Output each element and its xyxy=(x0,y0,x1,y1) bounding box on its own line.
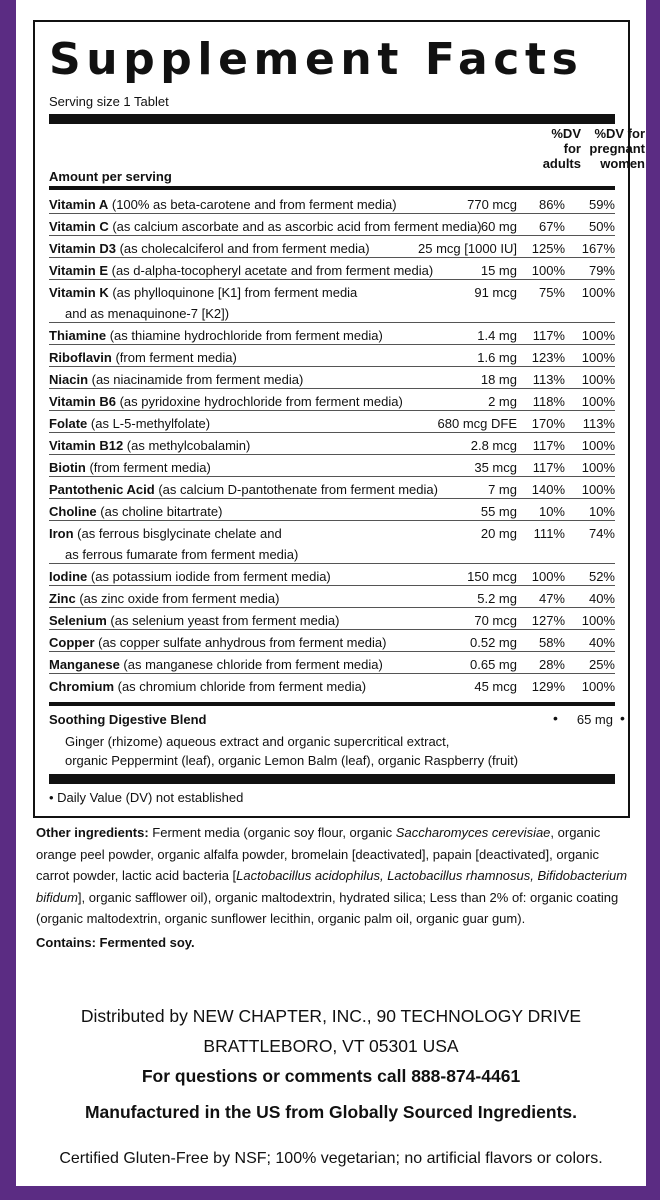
nutrient-row xyxy=(49,586,615,608)
nutrient-dv-adults: 117% xyxy=(532,328,565,343)
other-ingredients xyxy=(36,822,632,930)
other-ingredients-label: Other ingredients: xyxy=(36,825,149,840)
nutrient-amount: 0.52 mg xyxy=(470,635,517,650)
nutrient-dv-pregnant: 167% xyxy=(581,241,615,256)
nutrient-source: (as d-alpha-tocopheryl acetate and from ferment media) xyxy=(108,263,434,278)
nutrient-source: (as choline bitartrate) xyxy=(96,504,223,519)
nutrient-source: (as copper sulfate anhydrous from ferment media) xyxy=(94,635,387,650)
nutrient-source: (as selenium yeast from ferment media) xyxy=(106,613,340,628)
nutrient-source: (as L-5-methylfolate) xyxy=(87,416,211,431)
nutrient-dv-adults: 170% xyxy=(531,416,565,431)
nutrient-dv-adults: 113% xyxy=(532,372,565,387)
nutrient-amount: 15 mg xyxy=(480,263,517,278)
label-panel xyxy=(16,0,646,1186)
nutrient-dv-adults: 100% xyxy=(531,569,565,584)
nutrient-dv-pregnant: 100% xyxy=(581,438,615,453)
other-ingredients-text-a: Ferment media (organic soy flour, organic xyxy=(148,825,396,840)
blend-divider xyxy=(49,702,615,706)
nutrient-dv-adults: 47% xyxy=(538,591,565,606)
nutrient-dv-adults: 86% xyxy=(538,197,565,212)
nutrient-dv-pregnant: 100% xyxy=(581,285,615,300)
nutrient-dv-adults: 67% xyxy=(538,219,565,234)
nutrient-name-cell xyxy=(49,457,211,478)
nutrient-dv-pregnant: 100% xyxy=(581,372,615,387)
nutrient-name-cell xyxy=(49,413,210,434)
nutrient-name: Vitamin B6 xyxy=(49,394,116,409)
nutrient-amount: 150 mcg xyxy=(467,569,517,584)
nutrient-source: (from ferment media) xyxy=(111,350,237,365)
nutrient-source-continued: and as menaquinone-7 [K2]) xyxy=(65,306,230,321)
nutrient-name-cell xyxy=(49,216,482,237)
nutrient-name: Vitamin C xyxy=(49,219,109,234)
other-ingredients-text-e: ], organic safflower oil), organic maltodextrin, hydrated silica; Less than 2% of: organic coating (organic maltodextrin, organic sunflower lecithin, organic palm oil, organic guar gum). xyxy=(36,889,619,926)
nutrient-source: (100% as beta-carotene and from ferment media) xyxy=(108,197,397,212)
nutrient-name: Copper xyxy=(49,635,95,650)
nutrient-source: (as chromium chloride from ferment media) xyxy=(114,679,367,694)
nutrient-name-cell xyxy=(49,282,357,324)
nutrient-source: (as thiamine hydrochloride from ferment media) xyxy=(106,328,383,343)
nutrient-source: (as pyridoxine hydrochloride from ferment media) xyxy=(115,394,403,409)
nutrient-dv-pregnant: 10% xyxy=(588,504,615,519)
nutrient-row xyxy=(49,433,615,455)
thick-divider-bottom xyxy=(49,774,615,784)
nutrient-row xyxy=(49,258,615,280)
nutrient-name-cell xyxy=(49,632,386,653)
nutrient-amount: 60 mg xyxy=(480,219,517,234)
nutrient-dv-adults: 117% xyxy=(532,460,565,475)
nutrient-amount: 680 mcg DFE xyxy=(437,416,517,431)
nutrient-dv-pregnant: 52% xyxy=(588,569,615,584)
nutrient-row xyxy=(49,192,615,214)
nutrient-row xyxy=(49,280,615,323)
nutrient-dv-pregnant: 100% xyxy=(581,613,615,628)
nutrient-name-cell xyxy=(49,654,383,675)
nutrient-name-cell xyxy=(49,566,331,587)
nutrient-amount: 55 mg xyxy=(480,504,517,519)
nutrient-dv-adults: 28% xyxy=(538,657,565,672)
nutrient-dv-adults: 123% xyxy=(531,350,565,365)
nutrient-name: Riboflavin xyxy=(49,350,112,365)
nutrient-name-cell xyxy=(49,588,279,609)
nutrient-dv-pregnant: 50% xyxy=(588,219,615,234)
nutrient-source-continued: as ferrous fumarate from ferment media) xyxy=(65,547,299,562)
nutrient-amount: 45 mcg xyxy=(474,679,517,694)
nutrient-dv-pregnant: 79% xyxy=(588,263,615,278)
blend-amount: 65 mg xyxy=(576,712,613,727)
nutrient-name-cell xyxy=(49,325,383,346)
nutrient-row xyxy=(49,367,615,389)
nutrient-row xyxy=(49,499,615,521)
nutrient-name-cell xyxy=(49,347,237,368)
nutrient-amount: 7 mg xyxy=(488,482,517,497)
dv-footnote: • Daily Value (DV) not established xyxy=(49,790,244,805)
nutrient-dv-adults: 125% xyxy=(531,241,565,256)
nutrient-name: Vitamin E xyxy=(49,263,109,278)
blend-dv-pregnant: • xyxy=(620,710,625,726)
allergen-statement: Contains: Fermented soy. xyxy=(36,935,195,950)
nutrient-name-cell xyxy=(49,501,222,522)
nutrient-dv-pregnant: 100% xyxy=(581,328,615,343)
nutrient-name: Biotin xyxy=(49,460,86,475)
nutrient-dv-pregnant: 113% xyxy=(582,416,615,431)
nutrient-name: Vitamin K xyxy=(49,285,109,300)
nutrient-amount: 1.4 mg xyxy=(477,328,517,343)
nutrient-dv-pregnant: 59% xyxy=(588,197,615,212)
nutrient-name-cell xyxy=(49,479,438,500)
nutrient-amount: 25 mcg [1000 IU] xyxy=(418,241,517,256)
nutrient-name: Iron xyxy=(49,526,74,541)
nutrient-source: (as calcium ascorbate and as ascorbic acid from ferment media) xyxy=(108,219,482,234)
nutrient-source: (as methylcobalamin) xyxy=(123,438,251,453)
nutrient-name: Folate xyxy=(49,416,88,431)
nutrient-source: (as manganese chloride from ferment media) xyxy=(119,657,383,672)
nutrient-name: Zinc xyxy=(49,591,76,606)
nutrient-dv-adults: 58% xyxy=(538,635,565,650)
nutrient-amount: 5.2 mg xyxy=(477,591,517,606)
nutrient-amount: 770 mcg xyxy=(467,197,517,212)
blend-description-line-2: organic Peppermint (leaf), organic Lemon Balm (leaf), organic Raspberry (fruit) xyxy=(65,753,519,768)
blend-name: Soothing Digestive Blend xyxy=(49,712,207,727)
contact-phone: For questions or comments call 888-874-4461 xyxy=(141,1066,521,1086)
serving-size: Serving size 1 Tablet xyxy=(49,94,169,109)
nutrient-dv-pregnant: 74% xyxy=(588,526,615,541)
nutrient-amount: 2 mg xyxy=(488,394,517,409)
blend-dv-adults: • xyxy=(553,710,558,726)
nutrient-dv-pregnant: 25% xyxy=(588,657,615,672)
nutrient-name-cell xyxy=(49,238,370,259)
nutrient-name: Selenium xyxy=(49,613,107,628)
nutrient-row xyxy=(49,564,615,586)
nutrient-row xyxy=(49,411,615,433)
nutrient-dv-adults: 140% xyxy=(531,482,565,497)
nutrient-dv-adults: 111% xyxy=(533,526,565,541)
nutrient-source: (as potassium iodide from ferment media) xyxy=(87,569,331,584)
nutrient-name-cell xyxy=(49,391,403,412)
nutrient-row xyxy=(49,652,615,674)
nutrient-source: (as zinc oxide from ferment media) xyxy=(75,591,280,606)
distributor-address: BRATTLEBORO, VT 05301 USA xyxy=(203,1036,459,1056)
nutrient-name-cell xyxy=(49,610,339,631)
nutrient-dv-adults: 127% xyxy=(531,613,565,628)
blend-description xyxy=(65,732,518,770)
header-amount-per-serving: Amount per serving xyxy=(49,169,172,184)
other-ingredients-text-d: Lactobacillus acidophilus, Lactobacillus rhamnosus, Bifidobacterium bifidum xyxy=(36,868,628,905)
nutrient-name: Manganese xyxy=(49,657,120,672)
nutrient-dv-pregnant: 40% xyxy=(588,591,615,606)
nutrient-dv-pregnant: 100% xyxy=(581,679,615,694)
nutrient-row xyxy=(49,323,615,345)
nutrient-dv-pregnant: 100% xyxy=(581,350,615,365)
nutrient-name: Pantothenic Acid xyxy=(49,482,155,497)
supplement-facts-box xyxy=(33,20,645,818)
nutrient-row xyxy=(49,214,615,236)
origin-statement: Manufactured in the US from Globally Sourced Ingredients. xyxy=(84,1102,577,1122)
distributor-line: Distributed by NEW CHAPTER, INC., 90 TECHNOLOGY DRIVE xyxy=(80,1006,582,1026)
nutrient-dv-pregnant: 40% xyxy=(588,635,615,650)
nutrient-name-cell xyxy=(49,676,366,697)
nutrient-name: Chromium xyxy=(49,679,114,694)
certification-statement: Certified Gluten-Free by NSF; 100% vegetarian; no artificial flavors or colors. xyxy=(59,1150,603,1167)
nutrient-amount: 1.6 mg xyxy=(477,350,517,365)
nutrient-dv-adults: 100% xyxy=(531,263,565,278)
nutrient-name-cell xyxy=(49,194,397,215)
nutrient-source: (as ferrous bisglycinate chelate and xyxy=(73,526,282,541)
nutrient-row xyxy=(49,608,615,630)
nutrient-name: Iodine xyxy=(49,569,88,584)
nutrient-amount: 0.65 mg xyxy=(470,657,517,672)
header-divider xyxy=(49,186,615,190)
nutrient-name: Vitamin A xyxy=(49,197,109,212)
nutrient-amount: 18 mg xyxy=(480,372,517,387)
nutrient-dv-adults: 117% xyxy=(532,438,565,453)
nutrient-dv-adults: 129% xyxy=(531,679,565,694)
nutrient-row xyxy=(49,345,615,367)
facts-title: Supplement Facts xyxy=(49,34,584,85)
nutrient-source: (as phylloquinone [K1] from ferment media xyxy=(108,285,358,300)
nutrient-name-cell xyxy=(49,435,250,456)
nutrient-name: Thiamine xyxy=(49,328,107,343)
nutrient-row xyxy=(49,674,615,696)
nutrient-name-cell xyxy=(49,260,433,281)
nutrient-amount: 70 mcg xyxy=(474,613,517,628)
nutrient-name: Choline xyxy=(49,504,97,519)
header-dv-adults: %DV for adults xyxy=(542,126,581,171)
nutrient-name-cell xyxy=(49,369,303,390)
nutrient-name: Vitamin D3 xyxy=(49,241,116,256)
nutrient-row xyxy=(49,455,615,477)
nutrient-dv-adults: 10% xyxy=(538,504,565,519)
nutrient-dv-adults: 75% xyxy=(538,285,565,300)
nutrient-dv-adults: 118% xyxy=(532,394,565,409)
nutrient-source: (from ferment media) xyxy=(85,460,211,475)
nutrient-amount: 35 mcg xyxy=(474,460,517,475)
thick-divider-top xyxy=(49,114,615,124)
nutrient-amount: 91 mcg xyxy=(474,285,517,300)
blend-description-line-1: Ginger (rhizome) aqueous extract and organic supercritical extract, xyxy=(65,734,450,749)
nutrient-row xyxy=(49,477,615,499)
nutrient-name: Vitamin B12 xyxy=(49,438,124,453)
nutrient-row xyxy=(49,630,615,652)
nutrient-amount: 20 mg xyxy=(480,526,517,541)
other-ingredients-text-c: , organic orange peel powder, organic alfalfa powder, bromelain [deactivated], papain [deactivated], organic carrot powder, lactic acid bacteria [ xyxy=(36,825,601,883)
nutrient-name: Niacin xyxy=(49,372,89,387)
nutrient-dv-pregnant: 100% xyxy=(581,394,615,409)
nutrient-source: (as calcium D-pantothenate from ferment media) xyxy=(154,482,438,497)
header-dv-pregnant: %DV for pregnant women xyxy=(589,126,645,171)
nutrient-row xyxy=(49,389,615,411)
other-ingredients-text-b: Saccharomyces cerevisiae xyxy=(395,825,551,840)
nutrient-row xyxy=(49,236,615,258)
nutrient-source: (as cholecalciferol and from ferment media) xyxy=(115,241,370,256)
nutrient-source: (as niacinamide from ferment media) xyxy=(88,372,304,387)
nutrient-dv-pregnant: 100% xyxy=(581,482,615,497)
nutrient-row xyxy=(49,521,615,564)
nutrient-name-cell xyxy=(49,523,298,565)
nutrient-dv-pregnant: 100% xyxy=(581,460,615,475)
nutrient-amount: 2.8 mcg xyxy=(470,438,517,453)
